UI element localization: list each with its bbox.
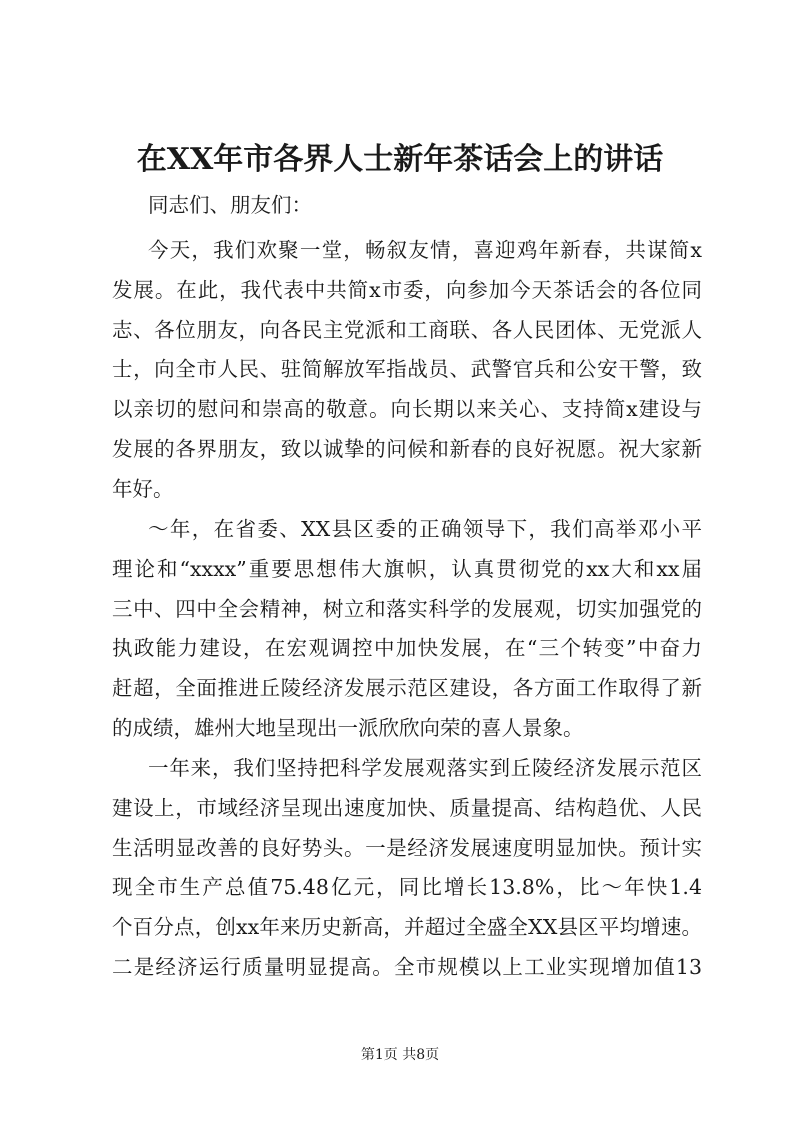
page-number-footer: 第1页 共8页 [360,1047,440,1063]
paragraph-3-line-3: 生活明显改善的良好势头。一是经济发展速度明显加快。预计实 [112,836,702,860]
paragraph-3-line-5: 个百分点，创xx年来历史新高，并超过全盛全XX县区平均增速。 [112,915,702,939]
paragraph-2-line-1: ～年，在省委、XX县区委的正确领导下，我们高举邓小平 [148,517,702,541]
paragraph-3-line-4: 现全市生产总值75.48亿元，同比增长13.8%，比～年快1.4 [112,875,702,899]
paragraph-3-line-1: 一年来，我们坚持把科学发展观落实到丘陵经济发展示范区 [148,756,702,780]
paragraph-3-line-2: 建设上，市域经济呈现出速度加快、质量提高、结构趋优、人民 [112,796,702,820]
salutation: 同志们、朋友们： [148,193,312,217]
paragraph-1-line-4: 士，向全市人民、驻简解放军指战员、武警官兵和公安干警，致 [112,357,702,381]
paragraph-1-line-5: 以亲切的慰问和崇高的敬意。向长期以来关心、支持简x建设与 [112,397,702,421]
paragraph-2-line-3: 三中、四中全会精神，树立和落实科学的发展观，切实加强党的 [112,597,702,621]
paragraph-2-line-2: 理论和“xxxx”重要思想伟大旗帜，认真贯彻党的xx大和xx届 [112,557,702,581]
document-title: 在XX年市各界人士新年茶话会上的讲话 [136,142,664,177]
paragraph-2-line-6: 的成绩，雄州大地呈现出一派欣欣向荣的喜人景象。 [112,716,584,740]
paragraph-2-line-4: 执政能力建设，在宏观调控中加快发展，在“三个转变”中奋力 [112,636,702,660]
paragraph-1-line-1: 今天，我们欢聚一堂，畅叙友情，喜迎鸡年新春，共谋简x [148,238,702,262]
paragraph-1-line-6: 发展的各界朋友，致以诚挚的问候和新春的良好祝愿。祝大家新 [112,437,702,461]
paragraph-1-line-2: 发展。在此，我代表中共简x市委，向参加今天茶话会的各位同 [112,278,702,302]
paragraph-2-line-5: 赶超，全面推进丘陵经济发展示范区建设，各方面工作取得了新 [112,676,702,700]
paragraph-3-line-6: 二是经济运行质量明显提高。全市规模以上工业实现增加值13 [112,955,702,979]
paragraph-1-line-3: 志、各位朋友，向各民主党派和工商联、各人民团体、无党派人 [112,318,702,342]
paragraph-1-line-7: 年好。 [112,477,174,501]
